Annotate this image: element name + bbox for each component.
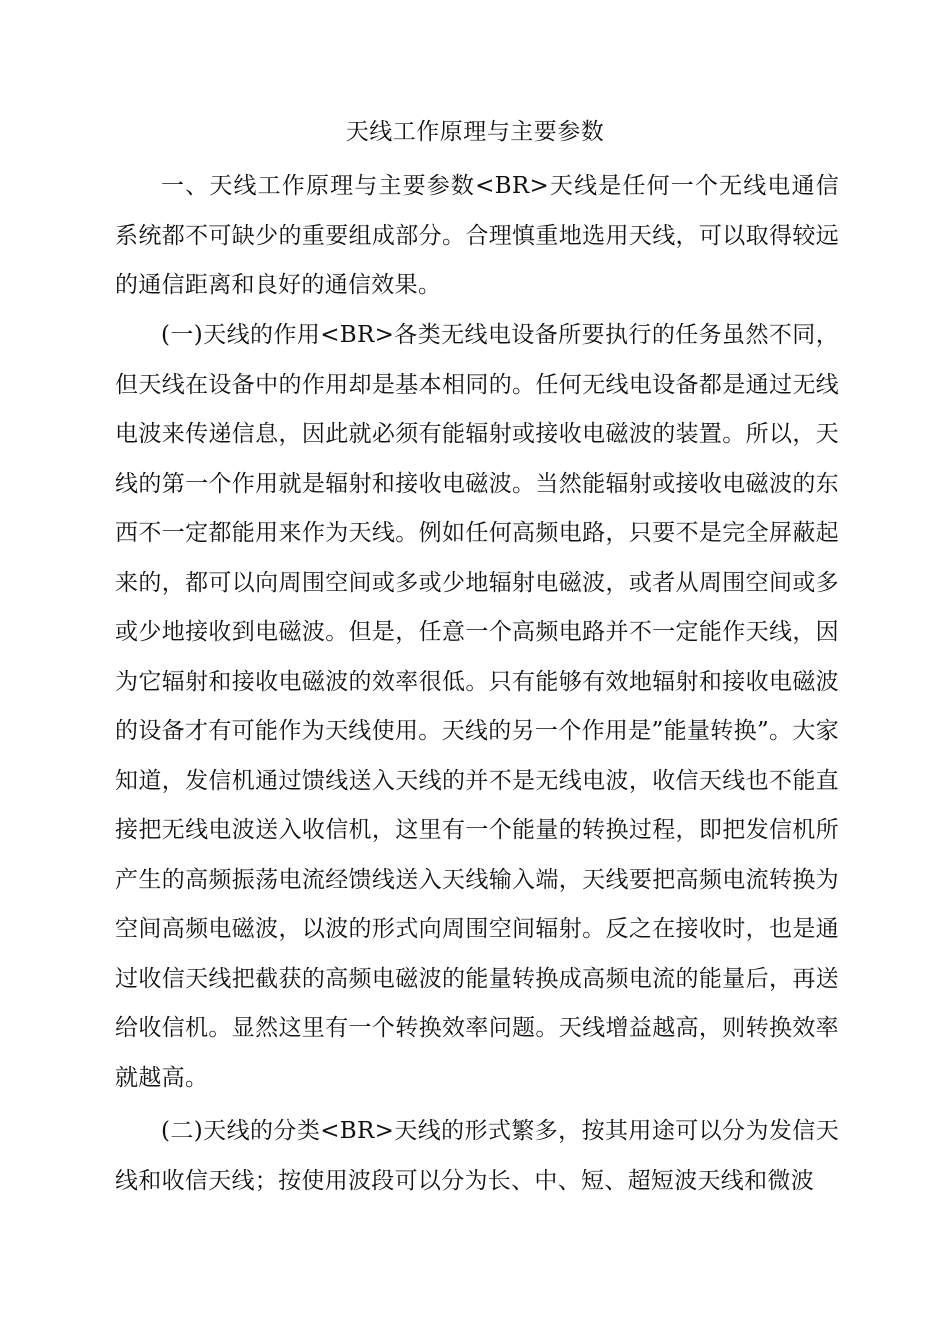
paragraph-antenna-classification: (二)天线的分类<BR>天线的形式繁多，按其用途可以分为发信天线和收信天线；按使用波段可以分为长、中、短、超短波天线和微波 <box>115 1118 839 1194</box>
paragraph-intro: 一、天线工作原理与主要参数<BR>天线是任何一个无线电通信系统都不可缺少的重要组成部分。合理慎重地选用天线，可以取得较远的通信距离和良好的通信效果。 <box>115 173 839 298</box>
paragraph-antenna-function: (一)天线的作用<BR>各类无线电设备所要执行的任务虽然不同，但天线在设备中的作用却是基本相同的。任何无线电设备都是通过无线电波来传递信息，因此就必须有能辐射或接收电磁波的装置。所以，天线的第一个作用就是辐射和接收电磁波。当然能辐射或接收电磁波的东西不一定都能用来作为天线。例如任何高频电路，只要不是完全屏蔽起来的，都可以向周围空间或多或少地辐射电磁波，或者从周围空间或多或少地接收到电磁波。但是，任意一个高频电路并不一定能作天线，因为它辐射和接收电磁波的效率很低。只有能够有效地辐射和接收电磁波的设备才有可能作为天线使用。天线的另一个作用是”能量转换”。大家知道，发信机通过馈线送入天线的并不是无线电波，收信天线也不能直接把无线电波送入收信机，这里有一个能量的转换过程，即把发信机所产生的高频振荡电流经馈线送入天线输入端，天线要把高频电流转换为空间高频电磁波，以波的形式向周围空间辐射。反之在接收时，也是通过收信天线把截获的高频电磁波的能量转换成高频电流的能量后，再送给收信机。显然这里有一个转换效率问题。天线增益越高，则转换效率就越高。 <box>115 322 839 1091</box>
document-title: 天线工作原理与主要参数 <box>345 119 605 145</box>
